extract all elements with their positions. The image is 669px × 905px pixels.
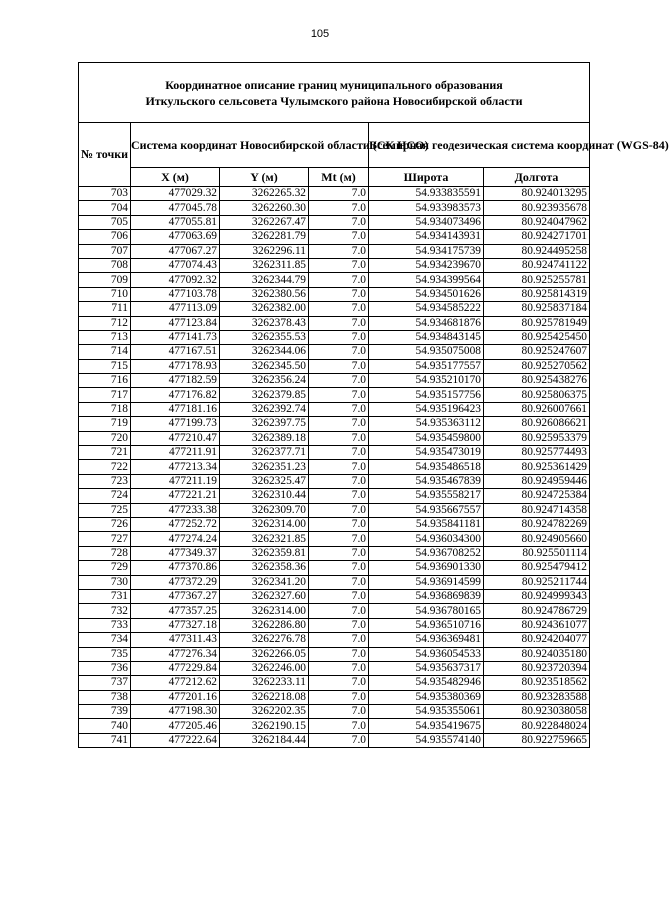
cell-y: 3262392.74	[220, 402, 309, 416]
cell-mt: 7.0	[309, 647, 369, 661]
cell-mt: 7.0	[309, 446, 369, 460]
cell-y: 3262351.23	[220, 460, 309, 474]
cell-mt: 7.0	[309, 417, 369, 431]
cell-longitude: 80.924999343	[484, 589, 590, 603]
cell-point-number: 709	[79, 273, 131, 287]
cell-point-number: 735	[79, 647, 131, 661]
cell-longitude: 80.924741122	[484, 258, 590, 272]
cell-longitude: 80.923935678	[484, 201, 590, 215]
cell-x: 477055.81	[131, 215, 220, 229]
cell-point-number: 734	[79, 633, 131, 647]
title-line-2: Иткульского сельсовета Чулымского района Новосибирской области	[145, 93, 523, 108]
cell-y: 3262327.60	[220, 589, 309, 603]
cell-longitude: 80.925774493	[484, 446, 590, 460]
cell-longitude: 80.924047962	[484, 215, 590, 229]
table-row	[79, 417, 590, 431]
cell-longitude: 80.923720394	[484, 661, 590, 675]
cell-mt: 7.0	[309, 215, 369, 229]
table-row	[79, 258, 590, 272]
cell-longitude: 80.925781949	[484, 316, 590, 330]
table-row	[79, 633, 590, 647]
cell-mt: 7.0	[309, 316, 369, 330]
cell-latitude: 54.935380369	[369, 690, 484, 704]
cell-y: 3262267.47	[220, 215, 309, 229]
cell-point-number: 721	[79, 446, 131, 460]
table-row	[79, 345, 590, 359]
table-row	[79, 503, 590, 517]
cell-y: 3262314.00	[220, 517, 309, 531]
cell-longitude: 80.925837184	[484, 302, 590, 316]
cell-x: 477367.27	[131, 589, 220, 603]
coordinates-table	[78, 62, 669, 748]
cell-latitude: 54.935363112	[369, 417, 484, 431]
cell-x: 477182.59	[131, 374, 220, 388]
table-row	[79, 302, 590, 316]
cell-mt: 7.0	[309, 374, 369, 388]
cell-x: 477274.24	[131, 532, 220, 546]
cell-longitude: 80.923518562	[484, 676, 590, 690]
cell-latitude: 54.935355061	[369, 705, 484, 719]
cell-mt: 7.0	[309, 705, 369, 719]
cell-point-number: 704	[79, 201, 131, 215]
cell-x: 477113.09	[131, 302, 220, 316]
cell-x: 477045.78	[131, 201, 220, 215]
cell-y: 3262378.43	[220, 316, 309, 330]
cell-mt: 7.0	[309, 273, 369, 287]
cell-mt: 7.0	[309, 676, 369, 690]
cell-point-number: 730	[79, 575, 131, 589]
cell-mt: 7.0	[309, 359, 369, 373]
cell-point-number: 715	[79, 359, 131, 373]
cell-y: 3262260.30	[220, 201, 309, 215]
cell-mt: 7.0	[309, 575, 369, 589]
cell-x: 477370.86	[131, 561, 220, 575]
cell-y: 3262355.53	[220, 330, 309, 344]
cell-point-number: 710	[79, 287, 131, 301]
cell-longitude: 80.925255781	[484, 273, 590, 287]
cell-point-number: 738	[79, 690, 131, 704]
cell-mt: 7.0	[309, 690, 369, 704]
cell-mt: 7.0	[309, 589, 369, 603]
cell-x: 477074.43	[131, 258, 220, 272]
cell-y: 3262190.15	[220, 719, 309, 733]
cell-point-number: 703	[79, 187, 131, 201]
cell-x: 477212.62	[131, 676, 220, 690]
cell-y: 3262265.32	[220, 187, 309, 201]
table-row	[79, 618, 590, 632]
cell-mt: 7.0	[309, 431, 369, 445]
cell-mt: 7.0	[309, 388, 369, 402]
table-row	[79, 676, 590, 690]
cell-mt: 7.0	[309, 460, 369, 474]
table-row	[79, 719, 590, 733]
cell-point-number: 714	[79, 345, 131, 359]
cell-latitude: 54.934681876	[369, 316, 484, 330]
header-mt: Mt (м)	[309, 168, 369, 187]
cell-y: 3262345.50	[220, 359, 309, 373]
table-row	[79, 230, 590, 244]
table-row	[79, 187, 590, 201]
cell-latitude: 54.933835591	[369, 187, 484, 201]
cell-point-number: 717	[79, 388, 131, 402]
cell-longitude: 80.924035180	[484, 647, 590, 661]
cell-mt: 7.0	[309, 201, 369, 215]
cell-longitude: 80.925247607	[484, 345, 590, 359]
cell-x: 477205.46	[131, 719, 220, 733]
cell-longitude: 80.924495258	[484, 244, 590, 258]
cell-latitude: 54.935558217	[369, 489, 484, 503]
table-row	[79, 690, 590, 704]
table-row	[79, 575, 590, 589]
header-x: X (м)	[131, 168, 220, 187]
cell-mt: 7.0	[309, 287, 369, 301]
table-row	[79, 402, 590, 416]
cell-mt: 7.0	[309, 733, 369, 747]
cell-latitude: 54.935637317	[369, 661, 484, 675]
cell-point-number: 740	[79, 719, 131, 733]
cell-y: 3262377.71	[220, 446, 309, 460]
cell-x: 477276.34	[131, 647, 220, 661]
cell-x: 477176.82	[131, 388, 220, 402]
table-row	[79, 604, 590, 618]
cell-x: 477372.29	[131, 575, 220, 589]
cell-latitude: 54.935473019	[369, 446, 484, 460]
table-row	[79, 316, 590, 330]
cell-longitude: 80.925501114	[484, 546, 590, 560]
cell-mt: 7.0	[309, 633, 369, 647]
table-row	[79, 244, 590, 258]
cell-longitude: 80.925806375	[484, 388, 590, 402]
cell-latitude: 54.936869839	[369, 589, 484, 603]
cell-x: 477210.47	[131, 431, 220, 445]
header-latitude: Широта	[369, 168, 484, 187]
table-row	[79, 474, 590, 488]
table-row	[79, 287, 590, 301]
table-row	[79, 705, 590, 719]
cell-latitude: 54.935210170	[369, 374, 484, 388]
cell-y: 3262233.11	[220, 676, 309, 690]
cell-latitude: 54.936708252	[369, 546, 484, 560]
cell-x: 477123.84	[131, 316, 220, 330]
cell-point-number: 718	[79, 402, 131, 416]
cell-longitude: 80.924204077	[484, 633, 590, 647]
cell-longitude: 80.924905660	[484, 532, 590, 546]
cell-longitude: 80.924271701	[484, 230, 590, 244]
cell-x: 477141.73	[131, 330, 220, 344]
cell-longitude: 80.925953379	[484, 431, 590, 445]
cell-point-number: 737	[79, 676, 131, 690]
cell-point-number: 724	[79, 489, 131, 503]
cell-y: 3262281.79	[220, 230, 309, 244]
cell-x: 477349.37	[131, 546, 220, 560]
table-row	[79, 647, 590, 661]
cell-y: 3262359.81	[220, 546, 309, 560]
cell-y: 3262314.00	[220, 604, 309, 618]
cell-mt: 7.0	[309, 618, 369, 632]
cell-latitude: 54.936054533	[369, 647, 484, 661]
page-number: 105	[310, 28, 330, 40]
cell-longitude: 80.926007661	[484, 402, 590, 416]
cell-latitude: 54.935574140	[369, 733, 484, 747]
cell-y: 3262202.35	[220, 705, 309, 719]
cell-y: 3262397.75	[220, 417, 309, 431]
cell-y: 3262286.80	[220, 618, 309, 632]
cell-point-number: 713	[79, 330, 131, 344]
table-row	[79, 733, 590, 747]
cell-longitude: 80.924714358	[484, 503, 590, 517]
cell-latitude: 54.934843145	[369, 330, 484, 344]
cell-point-number: 716	[79, 374, 131, 388]
cell-mt: 7.0	[309, 187, 369, 201]
cell-mt: 7.0	[309, 719, 369, 733]
cell-latitude: 54.936369481	[369, 633, 484, 647]
cell-x: 477198.30	[131, 705, 220, 719]
cell-point-number: 708	[79, 258, 131, 272]
cell-mt: 7.0	[309, 244, 369, 258]
cell-x: 477067.27	[131, 244, 220, 258]
cell-latitude: 54.936914599	[369, 575, 484, 589]
cell-point-number: 733	[79, 618, 131, 632]
cell-longitude: 80.923038058	[484, 705, 590, 719]
cell-mt: 7.0	[309, 661, 369, 675]
cell-y: 3262382.00	[220, 302, 309, 316]
cell-mt: 7.0	[309, 230, 369, 244]
cell-latitude: 54.935459800	[369, 431, 484, 445]
cell-longitude: 80.925479412	[484, 561, 590, 575]
cell-mt: 7.0	[309, 546, 369, 560]
header-longitude: Долгота	[484, 168, 590, 187]
cell-longitude: 80.926086621	[484, 417, 590, 431]
table-row	[79, 388, 590, 402]
cell-latitude: 54.935667557	[369, 503, 484, 517]
cell-longitude: 80.925361429	[484, 460, 590, 474]
table-row	[79, 589, 590, 603]
cell-longitude: 80.923283588	[484, 690, 590, 704]
cell-latitude: 54.934239670	[369, 258, 484, 272]
cell-x: 477029.32	[131, 187, 220, 201]
cell-latitude: 54.935075008	[369, 345, 484, 359]
cell-point-number: 712	[79, 316, 131, 330]
cell-y: 3262321.85	[220, 532, 309, 546]
cell-longitude: 80.924361077	[484, 618, 590, 632]
header-point-number: № точки	[79, 123, 131, 187]
table-row	[79, 359, 590, 373]
cell-x: 477211.91	[131, 446, 220, 460]
cell-longitude: 80.924786729	[484, 604, 590, 618]
cell-x: 477327.18	[131, 618, 220, 632]
cell-latitude: 54.935841181	[369, 517, 484, 531]
cell-point-number: 707	[79, 244, 131, 258]
cell-x: 477252.72	[131, 517, 220, 531]
cell-point-number: 705	[79, 215, 131, 229]
cell-point-number: 736	[79, 661, 131, 675]
cell-x: 477213.34	[131, 460, 220, 474]
cell-x: 477222.64	[131, 733, 220, 747]
cell-point-number: 722	[79, 460, 131, 474]
cell-latitude: 54.935467839	[369, 474, 484, 488]
cell-mt: 7.0	[309, 532, 369, 546]
cell-mt: 7.0	[309, 402, 369, 416]
cell-x: 477178.93	[131, 359, 220, 373]
cell-point-number: 720	[79, 431, 131, 445]
table-title	[79, 63, 590, 123]
cell-longitude: 80.924013295	[484, 187, 590, 201]
cell-mt: 7.0	[309, 503, 369, 517]
cell-latitude: 54.934175739	[369, 244, 484, 258]
table-row	[79, 446, 590, 460]
cell-longitude: 80.925438276	[484, 374, 590, 388]
header-y: Y (м)	[220, 168, 309, 187]
table-row	[79, 374, 590, 388]
cell-x: 477311.43	[131, 633, 220, 647]
cell-x: 477229.84	[131, 661, 220, 675]
table-row	[79, 489, 590, 503]
cell-y: 3262296.11	[220, 244, 309, 258]
cell-point-number: 711	[79, 302, 131, 316]
cell-latitude: 54.935419675	[369, 719, 484, 733]
table-row	[79, 201, 590, 215]
cell-latitude: 54.934399564	[369, 273, 484, 287]
cell-y: 3262309.70	[220, 503, 309, 517]
cell-latitude: 54.935486518	[369, 460, 484, 474]
cell-longitude: 80.924725384	[484, 489, 590, 503]
cell-y: 3262341.20	[220, 575, 309, 589]
cell-longitude: 80.924959446	[484, 474, 590, 488]
cell-latitude: 54.934501626	[369, 287, 484, 301]
cell-point-number: 732	[79, 604, 131, 618]
cell-latitude: 54.936780165	[369, 604, 484, 618]
cell-x: 477201.16	[131, 690, 220, 704]
cell-x: 477092.32	[131, 273, 220, 287]
cell-x: 477221.21	[131, 489, 220, 503]
cell-latitude: 54.935482946	[369, 676, 484, 690]
cell-x: 477167.51	[131, 345, 220, 359]
cell-point-number: 739	[79, 705, 131, 719]
cell-point-number: 741	[79, 733, 131, 747]
cell-y: 3262184.44	[220, 733, 309, 747]
cell-longitude: 80.924782269	[484, 517, 590, 531]
cell-latitude: 54.934143931	[369, 230, 484, 244]
cell-longitude: 80.925814319	[484, 287, 590, 301]
cell-longitude: 80.925425450	[484, 330, 590, 344]
cell-y: 3262310.44	[220, 489, 309, 503]
cell-mt: 7.0	[309, 604, 369, 618]
table-row	[79, 215, 590, 229]
cell-y: 3262311.85	[220, 258, 309, 272]
cell-longitude: 80.925211744	[484, 575, 590, 589]
cell-y: 3262246.00	[220, 661, 309, 675]
cell-latitude: 54.935196423	[369, 402, 484, 416]
cell-mt: 7.0	[309, 474, 369, 488]
table-row	[79, 330, 590, 344]
cell-point-number: 726	[79, 517, 131, 531]
cell-x: 477357.25	[131, 604, 220, 618]
cell-x: 477199.73	[131, 417, 220, 431]
cell-latitude: 54.934585222	[369, 302, 484, 316]
cell-y: 3262356.24	[220, 374, 309, 388]
cell-mt: 7.0	[309, 330, 369, 344]
cell-latitude: 54.936901330	[369, 561, 484, 575]
table-row	[79, 460, 590, 474]
cell-y: 3262344.06	[220, 345, 309, 359]
cell-y: 3262358.36	[220, 561, 309, 575]
table-row	[79, 273, 590, 287]
cell-y: 3262218.08	[220, 690, 309, 704]
cell-y: 3262389.18	[220, 431, 309, 445]
cell-x: 477181.16	[131, 402, 220, 416]
cell-x: 477103.78	[131, 287, 220, 301]
cell-longitude: 80.922848024	[484, 719, 590, 733]
cell-point-number: 728	[79, 546, 131, 560]
cell-x: 477063.69	[131, 230, 220, 244]
cell-latitude: 54.936034300	[369, 532, 484, 546]
title-line-1: Координатное описание границ муниципального образования	[165, 77, 503, 92]
cell-y: 3262380.56	[220, 287, 309, 301]
cell-point-number: 706	[79, 230, 131, 244]
table-row	[79, 546, 590, 560]
cell-mt: 7.0	[309, 517, 369, 531]
cell-point-number: 719	[79, 417, 131, 431]
cell-mt: 7.0	[309, 345, 369, 359]
cell-y: 3262276.78	[220, 633, 309, 647]
cell-latitude: 54.935157756	[369, 388, 484, 402]
table-row	[79, 561, 590, 575]
cell-y: 3262344.79	[220, 273, 309, 287]
header-wgs-system: Всемирная геодезическая система координат (WGS-84)	[369, 123, 590, 168]
table-row	[79, 661, 590, 675]
cell-x: 477233.38	[131, 503, 220, 517]
header-nso-system: Система координат Новосибирской области (СК НСО)	[131, 123, 369, 168]
cell-mt: 7.0	[309, 258, 369, 272]
cell-latitude: 54.933983573	[369, 201, 484, 215]
cell-y: 3262379.85	[220, 388, 309, 402]
cell-longitude: 80.925270562	[484, 359, 590, 373]
cell-longitude: 80.922759665	[484, 733, 590, 747]
cell-point-number: 731	[79, 589, 131, 603]
cell-mt: 7.0	[309, 489, 369, 503]
table-body	[79, 187, 590, 748]
cell-x: 477211.19	[131, 474, 220, 488]
cell-latitude: 54.936510716	[369, 618, 484, 632]
cell-point-number: 723	[79, 474, 131, 488]
table-row	[79, 431, 590, 445]
cell-latitude: 54.935177557	[369, 359, 484, 373]
cell-y: 3262266.05	[220, 647, 309, 661]
table-row	[79, 517, 590, 531]
cell-latitude: 54.934073496	[369, 215, 484, 229]
table-row	[79, 532, 590, 546]
cell-point-number: 725	[79, 503, 131, 517]
cell-point-number: 727	[79, 532, 131, 546]
cell-y: 3262325.47	[220, 474, 309, 488]
cell-mt: 7.0	[309, 561, 369, 575]
cell-mt: 7.0	[309, 302, 369, 316]
cell-point-number: 729	[79, 561, 131, 575]
